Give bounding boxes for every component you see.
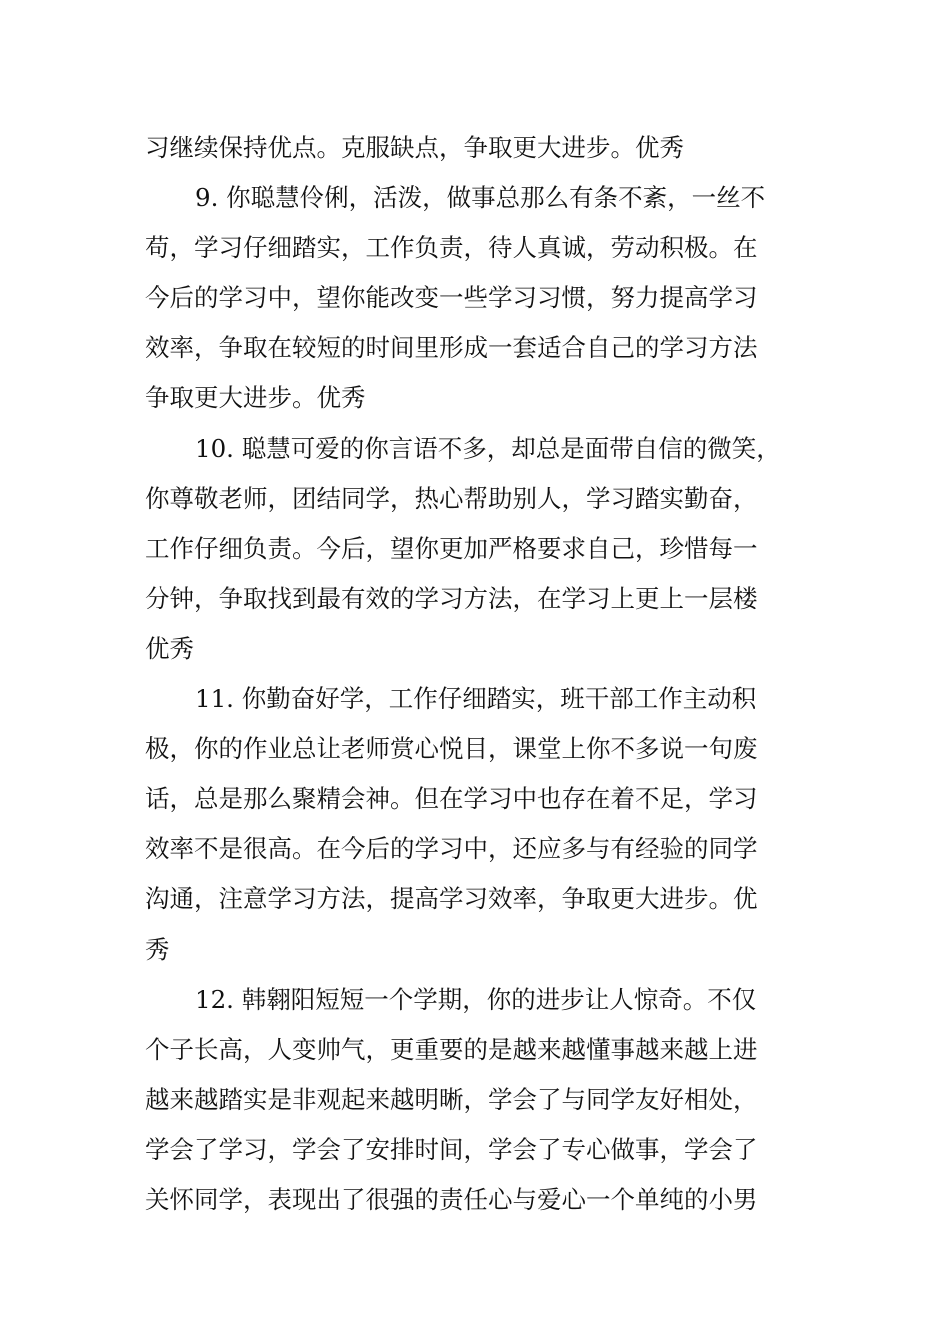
text-line: 分钟，争取找到最有效的学习方法，在学习上更上一层楼 xyxy=(145,583,758,613)
text-line: 优秀 xyxy=(145,633,194,663)
text-line: 你尊敬老师，团结同学，热心帮助别人，学习踏实勤奋， xyxy=(145,483,758,513)
text-line: 9. 你聪慧伶俐，活泼，做事总那么有条不紊，一丝不 xyxy=(195,183,766,213)
text-line: 话，总是那么聚精会神。但在学习中也存在着不足，学习 xyxy=(145,784,758,814)
text-line: 12. 韩翱阳短短一个学期，你的进步让人惊奇。不仅 xyxy=(195,984,757,1014)
text-line: 效率不是很高。在今后的学习中，还应多与有经验的同学 xyxy=(145,834,758,864)
text-line: 沟通，注意学习方法，提高学习效率，争取更大进步。优 xyxy=(145,884,758,914)
text-line: 关怀同学，表现出了很强的责任心与爱心一个单纯的小男 xyxy=(145,1184,758,1214)
text-line: 习继续保持优点。克服缺点，争取更大进步。优秀 xyxy=(145,133,684,162)
text-line: 个子长高，人变帅气，更重要的是越来越懂事越来越上进 xyxy=(145,1034,758,1064)
text-line: 学会了学习，学会了安排时间，学会了专心做事，学会了 xyxy=(145,1134,758,1164)
text-line: 工作仔细负责。今后，望你更加严格要求自己，珍惜每一 xyxy=(145,533,758,563)
text-line: 争取更大进步。优秀 xyxy=(145,383,366,413)
text-line: 越来越踏实是非观起来越明晰，学会了与同学友好相处， xyxy=(145,1084,758,1114)
text-line: 10. 聪慧可爱的你言语不多，却总是面带自信的微笑， xyxy=(195,433,781,463)
text-line: 极，你的作业总让老师赏心悦目，课堂上你不多说一句废 xyxy=(145,734,758,764)
text-line: 11. 你勤奋好学，工作仔细踏实，班干部工作主动积 xyxy=(195,684,757,714)
text-line: 今后的学习中，望你能改变一些学习习惯，努力提高学习 xyxy=(145,283,758,313)
text-line: 效率，争取在较短的时间里形成一套适合自己的学习方法 xyxy=(145,333,758,363)
text-line: 秀 xyxy=(145,934,170,964)
document-text xyxy=(145,123,810,1225)
text-line: 苟，学习仔细踏实，工作负责，待人真诚，劳动积极。在 xyxy=(145,233,758,263)
